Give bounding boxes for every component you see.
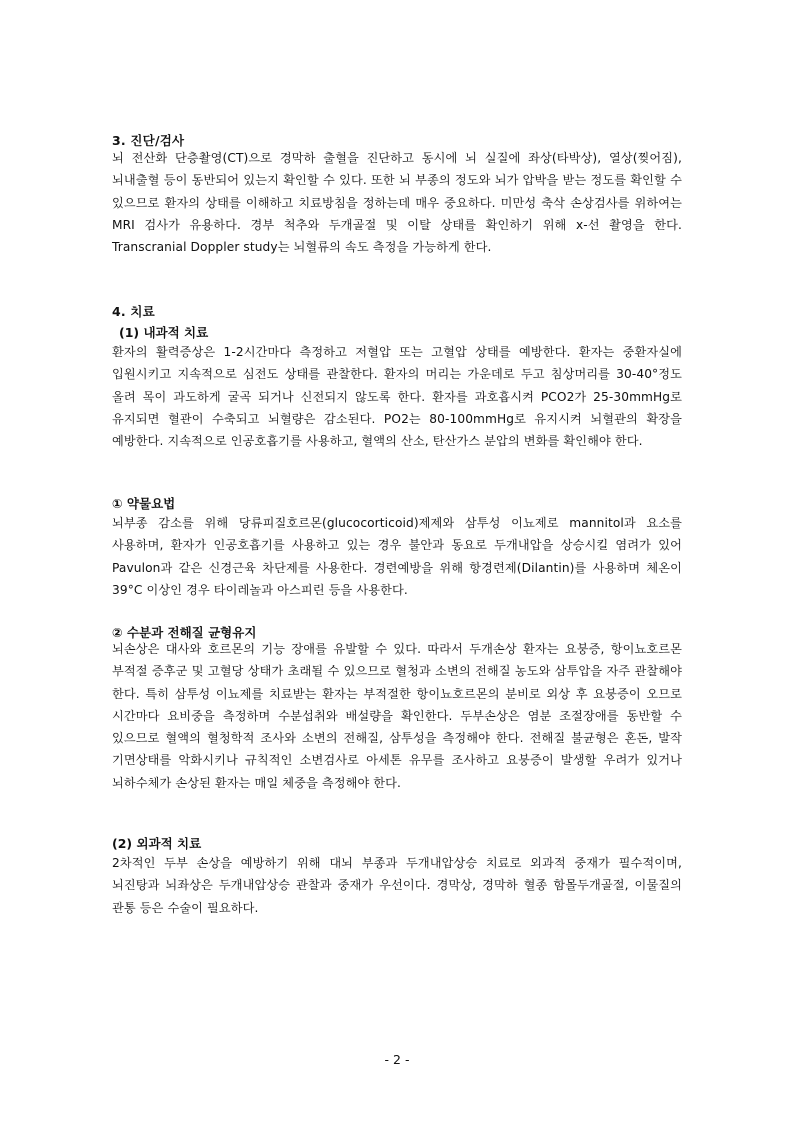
diagnosis-paragraph: 뇌 전산화 단층촬영(CT)으로 경막하 출혈을 진단하고 동시에 뇌 실질에 좌상(타박상), 열상(찢어짐), 뇌내출혈 등이 동반되어 있는지 확인할 수 있다. 또한 뇌 부종의 정도와 뇌가 압박을 받는 정도를 확인할 수 있으므로 환자의 상태를 이해하고 치료방침을 정하는데 매우 중요하다. 미만성 축삭 손상검사를 위하여는 MRI 검사가 유용하다. 경부 척추와 두개골절 및 이탈 상태를 확인하기 위해 x-선 촬영을 한다. Transcranial Doppler study는 뇌혈류의 속도 측정을 가능하게 한다. bbox=[112, 151, 682, 255]
fluid-electrolyte-paragraph: 뇌손상은 대사와 호르몬의 기능 장애를 유발할 수 있다. 따라서 두개손상 환자는 요붕증, 항이뇨호르몬 부적절 증후군 및 고혈당 상태가 초래될 수 있으므로 혈청과 소변의 전해질 농도와 삼투압을 자주 관찰해야 한다. 특히 삼투성 이뇨제를 치료받는 환자는 부적절한 항이뇨호르몬의 분비로 외상 후 요붕증이 오므로 시간마다 요비중을 측정하며 수분섭취와 배설량을 확인한다. 두부손상은 염분 조절장애를 동반할 수 있으므로 혈액의 혈청학적 조사와 소변의 전해질, 삼투성을 측정해야 한다. 전해질 불균형은 혼돈, 발작 기면상태를 악화시키나 규칙적인 소변검사로 아세톤 유무를 조사하고 요붕증이 발생할 우려가 있거나 뇌하수체가 손상된 환자는 매일 체중을 측정해야 한다. bbox=[112, 642, 682, 790]
subheading-surgical-treatment: (2) 외과적 치료 bbox=[112, 836, 202, 851]
page-number: - 2 - bbox=[384, 1052, 410, 1067]
surgical-treatment-paragraph: 2차적인 두부 손상을 예방하기 위해 대뇌 부종과 두개내압상승 치료로 외과적 중재가 필수적이며, 뇌진탕과 뇌좌상은 두개내압상승 관찰과 중재가 우선이다. 경막상, 경막하 혈종 함몰두개골절, 이물질의 관통 등은 수술이 필요하다. bbox=[112, 856, 682, 915]
section-heading-treatment: 4. 치료 bbox=[112, 304, 155, 319]
subheading-fluid-electrolyte: ② 수분과 전해질 균형유지 bbox=[112, 625, 257, 640]
subheading-medical-treatment: (1) 내과적 치료 bbox=[119, 325, 209, 340]
subheading-drug-therapy: ① 약물요법 bbox=[112, 496, 176, 511]
drug-therapy-paragraph: 뇌부종 감소를 위해 당류피질호르몬(glucocorticoid)제제와 삼투성 이뇨제로 mannitol과 요소를 사용하며, 환자가 인공호흡기를 사용하고 있는 경우 불안과 동요로 두개내압을 상승시킬 염려가 있어 Pavulon과 같은 신경근육 차단제를 사용한다. 경련예방을 위해 항경련제(Dilantin)를 사용하며 체온이 39°C 이상인 경우 타이레놀과 아스피린 등을 사용한다. bbox=[112, 516, 682, 597]
medical-treatment-paragraph: 환자의 활력증상은 1-2시간마다 측정하고 저혈압 또는 고혈압 상태를 예방한다. 환자는 중환자실에 입원시키고 지속적으로 심전도 상태를 관찰한다. 환자의 머리는 가운데로 두고 침상머리를 30-40°정도 올려 목이 과도하게 굴곡 되거나 신전되지 않도록 한다. 환자를 과호흡시켜 PCO2가 25-30mmHg로 유지되면 혈관이 수축되고 뇌혈량은 감소된다. PO2는 80-100mmHg로 유지시켜 뇌혈관의 확장을 예방한다. 지속적으로 인공호흡기를 사용하고, 혈액의 산소, 탄산가스 분압의 변화를 확인해야 한다. bbox=[112, 345, 682, 449]
section-heading-diagnosis: 3. 진단/검사 bbox=[112, 133, 185, 148]
